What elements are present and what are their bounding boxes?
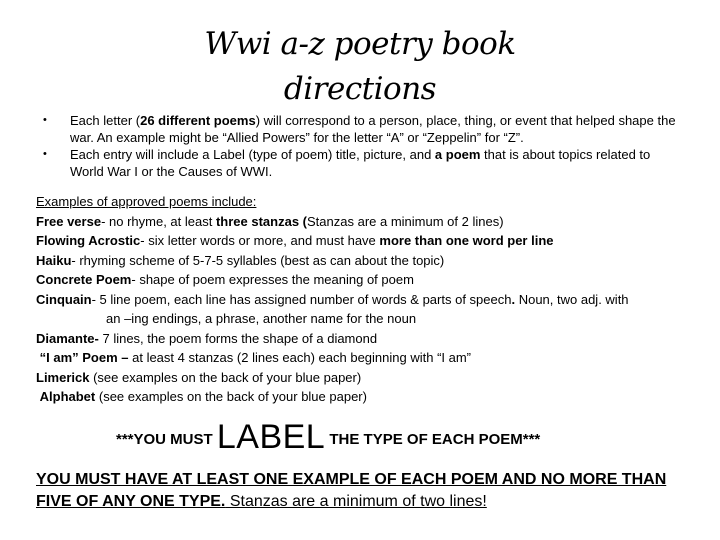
poem-cinquain-continued: an –ing endings, a phrase, another name for the noun bbox=[106, 311, 417, 326]
poem-haiku bbox=[36, 251, 686, 271]
poem-desc-bold: three stanzas ( bbox=[215, 213, 307, 229]
direction-1-bold: 26 different poems bbox=[140, 113, 256, 128]
direction-item-2 bbox=[38, 146, 678, 180]
poem-desc: - six letter words or more, and must have bbox=[140, 233, 380, 248]
poem-flowing-acrostic bbox=[36, 231, 686, 251]
poem-desc: (see examples on the back of your blue paper) bbox=[95, 389, 367, 404]
final-note-normal: Stanzas are a minimum of two lines! bbox=[225, 493, 487, 510]
label-note-post: THE TYPE OF EACH POEM*** bbox=[325, 431, 541, 448]
poem-name: Haiku bbox=[36, 252, 72, 268]
poem-free-verse bbox=[36, 212, 686, 232]
examples-header: Examples of approved poems include: bbox=[36, 194, 257, 209]
direction-1-pre: Each letter ( bbox=[70, 113, 141, 128]
poem-limerick bbox=[36, 368, 686, 388]
direction-item-1 bbox=[38, 112, 678, 146]
poem-i-am bbox=[36, 348, 686, 368]
label-note-big: LABEL bbox=[216, 418, 326, 456]
label-note-pre: ***YOU MUST bbox=[116, 431, 217, 448]
poem-alphabet bbox=[36, 387, 686, 407]
poem-desc: at least 4 stanzas (2 lines each) each beginning with “I am” bbox=[128, 350, 472, 365]
title-line-2: directions bbox=[283, 71, 437, 107]
poem-desc-bold: more than one word per line bbox=[379, 233, 554, 248]
title-line-1: Wwi a-z poetry book bbox=[204, 26, 516, 62]
bullet-icon: • bbox=[43, 148, 47, 160]
poem-concrete bbox=[36, 270, 686, 290]
poem-desc: - rhyming scheme of 5-7-5 syllables (best as can about the topic) bbox=[71, 252, 445, 268]
poem-desc: - no rhyme, at least bbox=[101, 213, 216, 229]
final-note-bold: YOU MUST HAVE AT LEAST ONE EXAMPLE OF EACH POEM AND NO MORE THAN FIVE OF ANY ONE TYPE. bbox=[36, 471, 667, 510]
poem-examples bbox=[36, 192, 686, 407]
page-title bbox=[200, 22, 520, 112]
poem-desc: - shape of poem expresses the meaning of poem bbox=[131, 272, 414, 287]
poem-name: Free verse bbox=[36, 213, 102, 229]
direction-1-post: ) will correspond to a person, place, thing, or event that helped shape the war. An example might be “Allied Powers” for the letter “A” or “Zeppelin” for “Z”. bbox=[70, 113, 676, 145]
poem-name: Cinquain bbox=[36, 291, 92, 307]
direction-2-post: that is about topics related to World War I or the Causes of WWI. bbox=[70, 147, 651, 179]
poem-name: Alphabet bbox=[39, 389, 96, 404]
poem-desc: 7 lines, the poem forms the shape of a diamond bbox=[98, 330, 378, 346]
poem-name: Concrete Poem bbox=[36, 272, 132, 287]
final-requirement bbox=[36, 469, 696, 513]
poem-name: “I am” Poem – bbox=[39, 350, 129, 365]
poem-name: Diamante- bbox=[36, 330, 99, 346]
poem-desc: Noun, two adj. with bbox=[515, 291, 629, 307]
directions-list bbox=[38, 112, 678, 180]
label-requirement bbox=[116, 418, 540, 457]
bullet-icon: • bbox=[43, 114, 47, 126]
poem-name: Limerick bbox=[36, 369, 90, 385]
poem-cinquain bbox=[36, 290, 686, 310]
poem-name: Flowing Acrostic bbox=[36, 233, 141, 248]
poem-desc: (see examples on the back of your blue paper) bbox=[89, 369, 362, 385]
poem-desc: - 5 line poem, each line has assigned number of words & parts of speech bbox=[91, 291, 512, 307]
poem-desc-bold: . bbox=[511, 291, 516, 307]
direction-2-pre: Each entry will include a Label (type of poem) title, picture, and bbox=[70, 147, 435, 162]
direction-2-bold: a poem bbox=[434, 147, 481, 162]
poem-desc: Stanzas are a minimum of 2 lines) bbox=[307, 213, 504, 229]
poem-diamante bbox=[36, 329, 686, 349]
